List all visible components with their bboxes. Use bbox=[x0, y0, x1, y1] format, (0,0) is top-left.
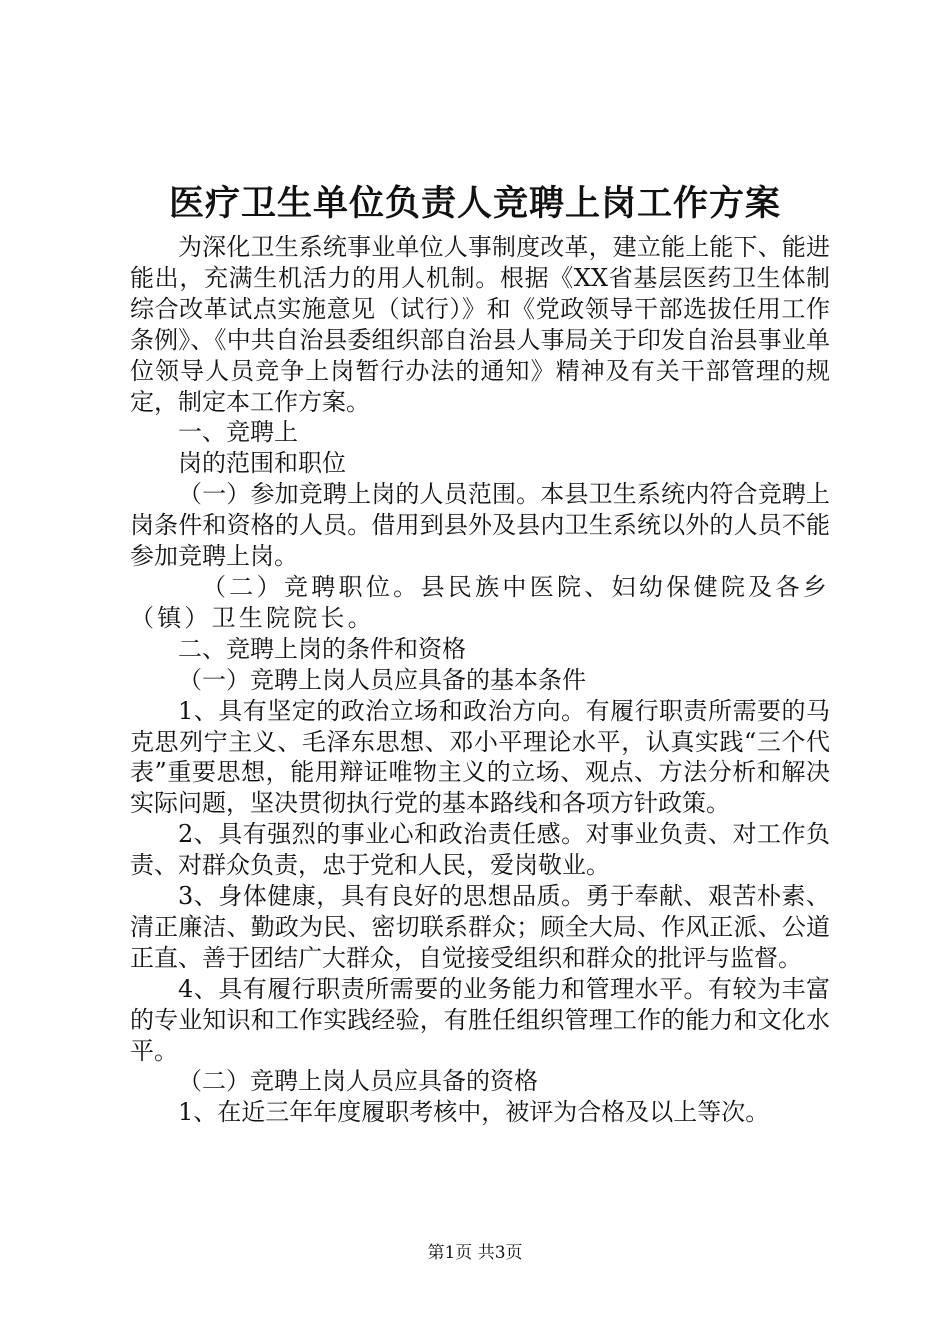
subsection-heading-qualifications: （二）竞聘上岗人员应具备的资格 bbox=[178, 1067, 538, 1096]
paragraph-positions: （二）竞聘职位。县民族中医院、妇幼保健院及各乡（镇）卫生院院长。 bbox=[130, 572, 830, 632]
paragraph-scope: （一）参加竞聘上岗的人员范围。本县卫生系统内符合竞聘上岗条件和资格的人员。借用到县外及县内卫生系统以外的人员不能参加竞聘上岗。 bbox=[130, 480, 830, 571]
document-title: 医疗卫生单位负责人竞聘上岗工作方案 bbox=[168, 183, 781, 224]
document-body bbox=[130, 232, 830, 1128]
paragraph-qualification-1: 1、在近三年年度履职考核中，被评为合格及以上等次。 bbox=[178, 1098, 770, 1127]
section-heading-1-part-b: 岗的范围和职位 bbox=[178, 449, 346, 478]
paragraph-condition-3: 3、身体健康，具有良好的思想品质。勇于奉献、艰苦朴素、清正廉洁、勤政为民、密切联系群众；顾全大局、作风正派、公道正直、善于团结广大群众，自觉接受组织和群众的批评与监督。 bbox=[130, 882, 830, 972]
page-number-footer: 第1页 共3页 bbox=[427, 1243, 523, 1263]
section-heading-2: 二、竞聘上岗的条件和资格 bbox=[178, 634, 466, 663]
paragraph-condition-4: 4、具有履行职责所需要的业务能力和管理水平。有较为丰富的专业知识和工作实践经验，有胜任组织管理工作的能力和文化水平。 bbox=[130, 974, 830, 1065]
paragraph-condition-2: 2、具有强烈的事业心和政治责任感。对事业负责、对工作负责、对群众负责，忠于党和人民，爱岗敬业。 bbox=[130, 820, 830, 880]
paragraph-condition-1: 1、具有坚定的政治立场和政治方向。有履行职责所需要的马克思列宁主义、毛泽东思想、邓小平理论水平，认真实践“三个代表”重要思想，能用辩证唯物主义的立场、观点、方法分析和解决实际问题，坚决贯彻执行党的基本路线和各项方针政策。 bbox=[130, 696, 830, 818]
paragraph-intro: 为深化卫生系统事业单位人事制度改革，建立能上能下、能进能出，充满生机活力的用人机制。根据《XX省基层医药卫生体制综合改革试点实施意见（试行）》和《党政领导干部选拔任用工作条例》、《中共自治县委组织部自治县人事局关于印发自治县事业单位领导人员竞争上岗暂行办法的通知》精神及有关干部管理的规定，制定本工作方案。 bbox=[130, 233, 830, 416]
section-heading-1-part-a: 一、竞聘上 bbox=[178, 418, 298, 447]
subsection-heading-basic-conditions: （一）竞聘上岗人员应具备的基本条件 bbox=[178, 665, 586, 694]
